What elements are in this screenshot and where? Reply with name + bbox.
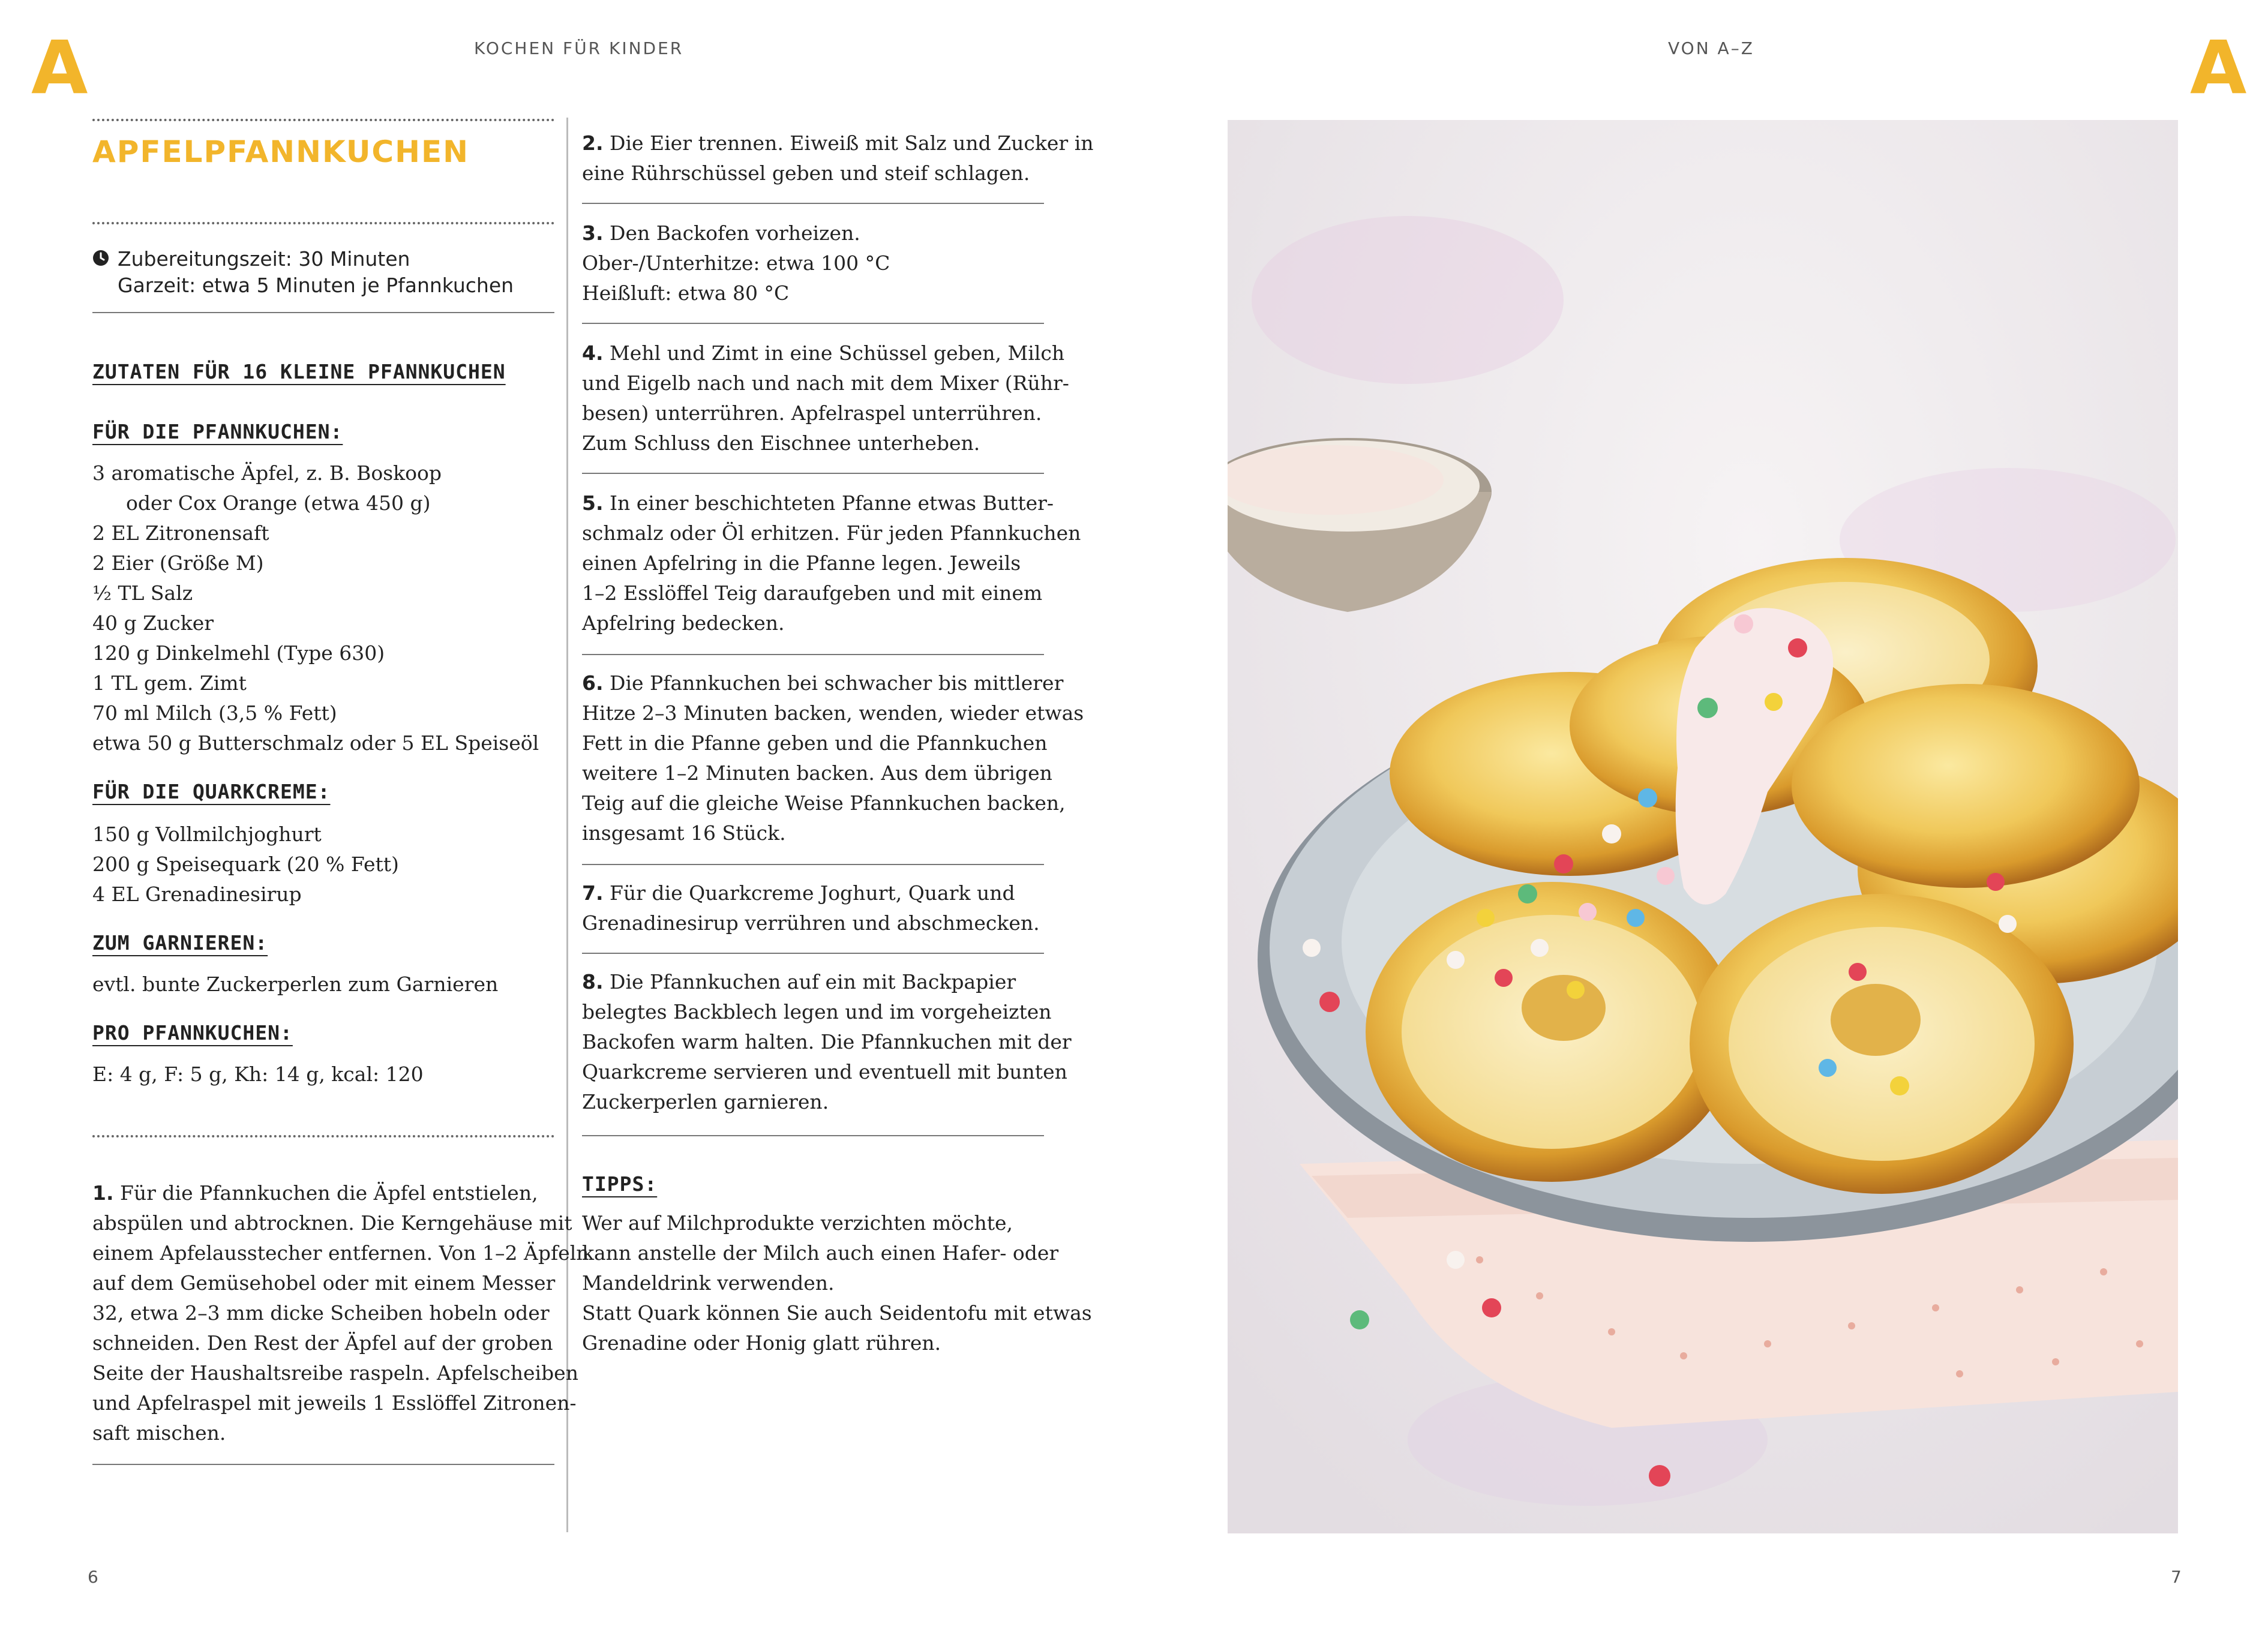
step-5-rule xyxy=(582,654,1044,655)
ingredient-item: ½ TL Salz xyxy=(92,581,193,605)
step-1 xyxy=(92,1178,589,1448)
cream-ingredient-list xyxy=(92,819,399,909)
step-line: weitere 1–2 Minuten backen. Aus dem übrigen xyxy=(582,761,1052,785)
recipe-title: APFELPFANNKUCHEN xyxy=(92,134,469,169)
step-8 xyxy=(582,967,1072,1117)
step-line: Backofen warm halten. Die Pfannkuchen mit der xyxy=(582,1030,1072,1053)
step-line: Seite der Haushaltsreibe raspeln. Apfelscheiben xyxy=(92,1361,578,1385)
step-line: abspülen und abtrocknen. Die Kerngehäuse mit xyxy=(92,1211,572,1235)
ingredient-item: etwa 50 g Butterschmalz oder 5 EL Speiseöl xyxy=(92,731,539,755)
ingredient-item: 150 g Vollmilchjoghurt xyxy=(92,822,322,846)
ingredient-item: oder Cox Orange (etwa 450 g) xyxy=(126,491,431,515)
step-line: Hitze 2–3 Minuten backen, wenden, wieder etwas xyxy=(582,701,1084,725)
step-number: 2. xyxy=(582,131,604,155)
step-3 xyxy=(582,218,890,308)
step-line: Die Pfannkuchen bei schwacher bis mittlerer xyxy=(610,671,1064,695)
running-head-right: VON A–Z xyxy=(1668,38,1754,58)
step-line: Fett in die Pfanne geben und die Pfannkuchen xyxy=(582,731,1048,755)
step-number: 6. xyxy=(582,671,604,695)
step-line: Für die Quarkcreme Joghurt, Quark und xyxy=(610,881,1015,905)
step-line: saft mischen. xyxy=(92,1421,226,1445)
step-line: Die Eier trennen. Eiweiß mit Salz und Zucker in xyxy=(610,131,1094,155)
step-line: Apfelring bedecken. xyxy=(582,611,785,635)
tips-line: Wer auf Milchprodukte verzichten möchte, xyxy=(582,1211,1013,1235)
step-line: Die Pfannkuchen auf ein mit Backpapier xyxy=(610,970,1016,993)
step-line: Zuckerperlen garnieren. xyxy=(582,1090,829,1113)
step-number: 8. xyxy=(582,970,604,993)
step-line: belegtes Backblech legen und im vorgeheizten xyxy=(582,1000,1052,1023)
step-number: 4. xyxy=(582,341,604,365)
step-2-rule xyxy=(582,203,1044,204)
tips-line: kann anstelle der Milch auch einen Hafer- oder xyxy=(582,1241,1059,1265)
step-line: Den Backofen vorheizen. xyxy=(610,221,860,245)
tips-text xyxy=(582,1208,1092,1358)
step-number: 5. xyxy=(582,491,604,515)
step-4 xyxy=(582,338,1069,458)
tips-line: Statt Quark können Sie auch Seidentofu mit etwas xyxy=(582,1301,1092,1325)
step-line: 32, etwa 2–3 mm dicke Scheiben hobeln oder xyxy=(92,1301,550,1325)
step-7-rule xyxy=(582,953,1044,954)
cook-time: Garzeit: etwa 5 Minuten je Pfannkuchen xyxy=(118,274,514,297)
step-3-rule xyxy=(582,323,1044,324)
step-4-rule xyxy=(582,473,1044,474)
nutrition-values: E: 4 g, F: 5 g, Kh: 14 g, kcal: 120 xyxy=(92,1062,424,1086)
ingredient-item: 4 EL Grenadinesirup xyxy=(92,882,302,906)
ingredient-item: 2 Eier (Größe M) xyxy=(92,551,264,575)
ingredient-item: 120 g Dinkelmehl (Type 630) xyxy=(92,641,385,665)
time-rule xyxy=(92,312,554,313)
step-5 xyxy=(582,488,1081,638)
tips-line: Mandeldrink verwenden. xyxy=(582,1271,835,1295)
tips-heading: TIPPS: xyxy=(582,1172,658,1196)
step-line: schmalz oder Öl erhitzen. Für jeden Pfannkuchen xyxy=(582,521,1081,545)
step-line: einen Apfelring in die Pfanne legen. Jeweils xyxy=(582,551,1021,575)
ingredient-item: 3 aromatische Äpfel, z. B. Boskoop xyxy=(92,461,442,485)
title-rule-top xyxy=(92,119,554,121)
section-letter-left: A xyxy=(31,25,88,110)
ingredient-item: 1 TL gem. Zimt xyxy=(92,671,247,695)
step-line: Zum Schluss den Eischnee unterheben. xyxy=(582,431,980,455)
title-rule-bottom xyxy=(92,222,554,224)
ingredient-item: 70 ml Milch (3,5 % Fett) xyxy=(92,701,337,725)
step-line: In einer beschichteten Pfanne etwas Butter- xyxy=(610,491,1054,515)
step-line: einem Apfelausstecher entfernen. Von 1–2 Äpfeln xyxy=(92,1241,589,1265)
steps-rule xyxy=(92,1135,554,1137)
ingredients-heading: ZUTATEN FÜR 16 KLEINE PFANNKUCHEN xyxy=(92,360,506,383)
step-line: und Apfelraspel mit jeweils 1 Esslöffel Zitronen- xyxy=(92,1391,577,1415)
page-number-right: 7 xyxy=(2171,1567,2182,1587)
step-line: Ober-/Unterhitze: etwa 100 °C xyxy=(582,251,890,275)
garnish-heading: ZUM GARNIEREN: xyxy=(92,931,268,954)
step-6 xyxy=(582,668,1084,848)
step-7 xyxy=(582,878,1040,938)
step-line: auf dem Gemüsehobel oder mit einem Messer xyxy=(92,1271,556,1295)
step-line: schneiden. Den Rest der Äpfel auf der groben xyxy=(92,1331,553,1355)
running-head-left: KOCHEN FÜR KINDER xyxy=(474,38,684,58)
pancakes-ingredient-list xyxy=(92,458,539,758)
ingredient-item: 40 g Zucker xyxy=(92,611,214,635)
step-number: 7. xyxy=(582,881,604,905)
ingredient-item: 200 g Speisequark (20 % Fett) xyxy=(92,852,399,876)
clock-icon xyxy=(92,250,109,266)
nutrition-heading: PRO PFANNKUCHEN: xyxy=(92,1021,293,1044)
step-line: insgesamt 16 Stück. xyxy=(582,821,786,845)
garnish-item: evtl. bunte Zuckerperlen zum Garnieren xyxy=(92,972,499,996)
prep-time: Zubereitungszeit: 30 Minuten xyxy=(118,247,410,271)
step-number: 1. xyxy=(92,1181,114,1205)
step-line: Mehl und Zimt in eine Schüssel geben, Milch xyxy=(610,341,1065,365)
step-number: 3. xyxy=(582,221,604,245)
page-number-left: 6 xyxy=(88,1567,98,1587)
ingredient-item: 2 EL Zitronensaft xyxy=(92,521,269,545)
tips-line: Grenadine oder Honig glatt rühren. xyxy=(582,1331,941,1355)
step-2 xyxy=(582,128,1094,188)
step-line: eine Rührschüssel geben und steif schlagen. xyxy=(582,161,1030,185)
step-8-rule xyxy=(582,1135,1044,1136)
cream-heading: FÜR DIE QUARKCREME: xyxy=(92,780,331,803)
step-line: Teig auf die gleiche Weise Pfannkuchen backen, xyxy=(582,791,1066,815)
step-line: Quarkcreme servieren und eventuell mit bunten xyxy=(582,1060,1067,1083)
section-letter-right: A xyxy=(2190,25,2247,110)
step-line: Heißluft: etwa 80 °C xyxy=(582,281,790,305)
step-line: und Eigelb nach und nach mit dem Mixer (Rühr- xyxy=(582,371,1069,395)
step-1-rule xyxy=(92,1464,554,1465)
step-line: besen) unterrühren. Apfelraspel unterrühren. xyxy=(582,401,1042,425)
step-line: 1–2 Esslöffel Teig daraufgeben und mit einem xyxy=(582,581,1043,605)
step-line: Für die Pfannkuchen die Äpfel entstielen, xyxy=(120,1181,538,1205)
step-6-rule xyxy=(582,864,1044,865)
column-divider xyxy=(566,118,568,1532)
step-line: Grenadinesirup verrühren und abschmecken. xyxy=(582,911,1040,935)
pancakes-heading: FÜR DIE PFANNKUCHEN: xyxy=(92,420,343,443)
pancake-photo xyxy=(1228,120,2178,1533)
